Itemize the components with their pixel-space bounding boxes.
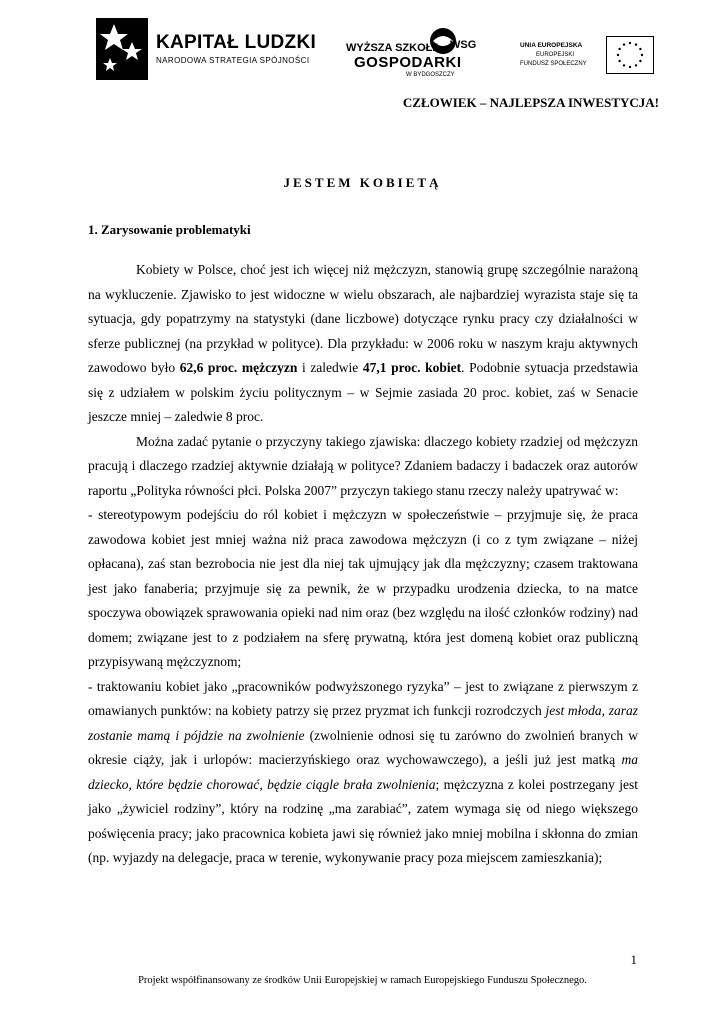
wsg-line1: WYŻSZA SZKOŁA [346, 42, 441, 54]
li2-text-b: (zwolnienie odnosi się tu zarówno do zwolnień branych w okresie ciąży, jak i urlopów: macierzyńskiego oraz wychowawczego), a jeśli już jest matką [88, 727, 638, 767]
document-title: JESTEM KOBIETĄ [283, 175, 442, 190]
p1-bold-women: 47,1 proc. kobiet [362, 360, 462, 375]
page-footer: Projekt współfinansowany ze środków Unii Europejskiej w ramach Europejskiego Funduszu Społecznego. [138, 975, 587, 986]
paragraph-1 [88, 258, 638, 430]
li2-text-a: - traktowaniu kobiet jako „pracowników podwyższonego ryzyka” – jest to związane z pierwszym z omawianych punktów: na kobiety patrzy się przez pryzmat ich funkcji rozrodczych [88, 678, 638, 718]
p1-bold-men: 62,6 proc. mężczyzn [179, 360, 298, 375]
kapital-ludzki-subtitle: NARODOWA STRATEGIA SPÓJNOŚCI [156, 56, 310, 65]
li2-italic-2: ma dziecko, które będzie chorować, będzie ciągle brała zwolnienia [88, 752, 638, 792]
document-body [88, 258, 638, 871]
kapital-ludzki-logo-icon [96, 18, 148, 80]
eu-logo [516, 36, 656, 76]
ue-line3: FUNDUSZ SPOŁECZNY [520, 61, 587, 67]
eu-flag-icon [606, 36, 654, 74]
p1-text-d: . Podobnie sytuacja przedstawia się z udziałem w polskim życiu politycznym – w Sejmie zasiada 20 proc. kobiet, zaś w Senacie jeszcze mniej – zaledwie 8 proc. [88, 360, 638, 424]
p1-text-c: i zaledwie [297, 360, 363, 375]
list-item-1: - stereotypowym podejściu do ról kobiet i mężczyzn w społeczeństwie – przyjmuje się, że praca zawodowa kobiet jest mniej ważna niż praca zawodowa mężczyzn (i co z tym związane – niżej opłacana), zaś stan bezrobocia nie jest dla niej tak ujmujący jak dla mężczyzny; czasem traktowana jest jako fanaberia; przyjmuje się za pewnik, że w przypadku urodzenia dziecka, to na matce spoczywa obowiązek sprawowania opieki nad nim oraz (bez względu na ilość członków rodziny) nad domem; związane jest to z podziałem na sferę prywatną, która jest domeną kobiet oraz publiczną przypisywaną mężczyznom; [88, 507, 638, 669]
li2-text-c: ; mężczyzna z kolei postrzegany jest jako „żywiciel rodziny”, który na rodzinę „ma zarabiać”, zatem wymaga się od niego większego poświęcenia pracy; jako pracownica kobieta jawi się również jako mniej mobilna i skłonna do zmian (np. wyjazdy na delegacje, praca w terenie, wykonywanie pracy poza miejscem zamieszkania); [88, 776, 638, 865]
wsg-line3: W BYDGOSZCZY [406, 72, 455, 78]
paragraph-2: Można zadać pytanie o przyczyny takiego zjawiska: dlaczego kobiety rzadziej od mężczyzn pracują i dlaczego rzadziej aktywnie działają w polityce? Zdaniem badaczy i badaczek oraz autorów raportu „Polityka równości płci. Polska 2007” przyczyn takiego stanu rzeczy należy upatrywać w: [88, 433, 638, 498]
wsg-logo [346, 24, 477, 84]
page-number: 1 [630, 952, 637, 967]
wsg-line2: GOSPODARKI [354, 54, 462, 71]
p1-text-a: Kobiety w Polsce, choć jest ich więcej niż mężczyzn, stanowią grupę szczególnie narażoną na wykluczenie. Zjawisko to jest widoczne w wielu obszarach, ale najbardziej wyrazista staje się ta sytuacja, gdy popatrzymy na statystyki (dane liczbowe) dotyczące rynku pracy czy działalności w sferze publicznej (na przykład w polityce). Dla przykładu: w 2006 roku w naszym kraju aktywnych zawodowo było [88, 262, 638, 375]
list-item-2 [88, 675, 638, 871]
li2-italic-1: jest młoda, zaraz zostanie mamą i pójdzie na zwolnienie [88, 703, 638, 743]
section-heading: 1. Zarysowanie problematyki [88, 222, 251, 237]
ue-line2: EUROPEJSKI [536, 52, 575, 58]
ue-line1: UNIA EUROPEJSKA [520, 42, 583, 49]
kapital-ludzki-title: KAPITAŁ LUDZKI [156, 32, 317, 53]
header-logos [96, 18, 656, 88]
header-motto: CZŁOWIEK – NAJLEPSZA INWESTYCJA! [402, 95, 659, 110]
svg-text:WSG: WSG [450, 39, 477, 51]
